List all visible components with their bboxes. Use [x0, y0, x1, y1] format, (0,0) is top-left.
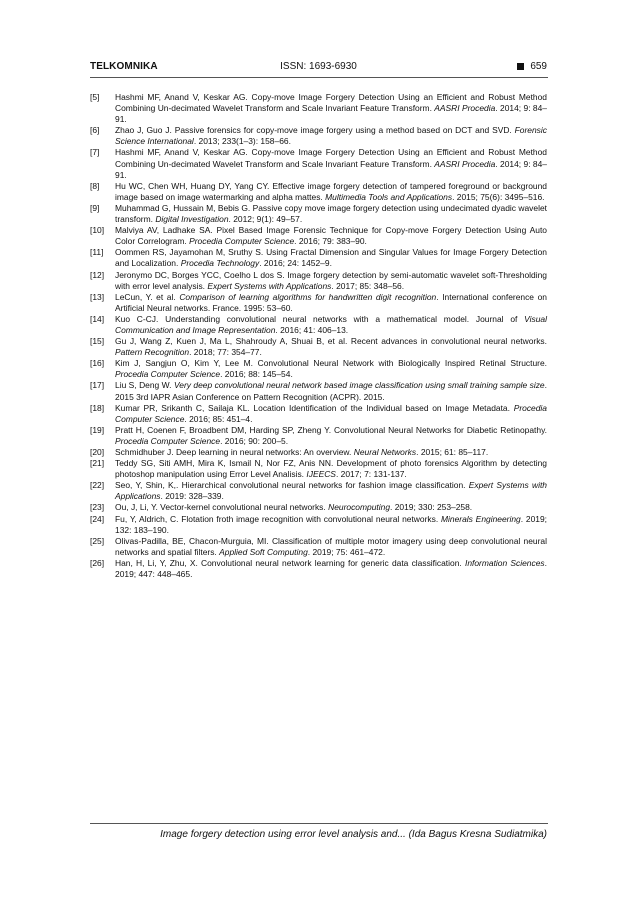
reference-details: . 2017; 85: 348–56.: [331, 280, 405, 291]
page-header: [90, 61, 547, 75]
reference-venue: Digital Investigation: [155, 214, 229, 225]
reference-item: [90, 480, 547, 502]
reference-details: . 2019; 447: 448–465.: [115, 557, 547, 580]
reference-details: . 2019; 330: 253–258.: [390, 502, 473, 513]
reference-number: [18]: [90, 402, 105, 413]
reference-venue: AASRI Procedia: [434, 158, 496, 169]
reference-authors-title: Hashmi MF, Anand V, Keskar AG. Copy-move Image Forgery Detection Using an Efficient and Robust Method Combining Un-decimated Wavelet Transform and Scale Invariant Feature Transform.: [115, 92, 547, 114]
reference-authors-title: Liu S, Deng W.: [115, 380, 172, 391]
reference-details: . 2019: 328–339.: [160, 491, 224, 502]
running-title: Image forgery detection using error level analysis and... (Ida Bagus Kresna Sudiatmika): [160, 829, 547, 840]
reference-item: [90, 336, 547, 358]
reference-details: . 2014; 9: 84–91.: [115, 158, 547, 180]
journal-name: TELKOMNIKA: [90, 61, 158, 72]
reference-authors-title: Malviya AV, Ladhake SA. Pixel Based Image Forensic Technique for Copy-move Forgery Detection Using Auto Color Correlogram.: [115, 225, 547, 247]
reference-authors-title: Hu WC, Chen WH, Huang DY, Yang CY. Effective image forgery detection of tampered foreground or background image based on image watermarking and alpha mattes.: [115, 180, 547, 202]
reference-number: [22]: [90, 480, 105, 491]
reference-item: [90, 514, 547, 536]
reference-item: [90, 403, 547, 425]
reference-details: . 2016; 90: 200–5.: [220, 435, 289, 446]
reference-authors-title: Zhao J, Guo J. Passive forensics for copy-move image forgery using a method based on DCT and SVD.: [115, 125, 512, 136]
reference-item: [90, 358, 547, 380]
reference-number: [13]: [90, 291, 105, 302]
footer-rule: [90, 823, 548, 824]
reference-item: [90, 425, 547, 447]
reference-venue: Information Sciences: [464, 557, 545, 568]
reference-venue: Applied Soft Computing: [219, 546, 308, 557]
reference-authors-title: Schmidhuber J. Deep learning in neural networks: An overview.: [115, 447, 352, 457]
reference-number: [21]: [90, 458, 105, 469]
reference-item: [90, 447, 547, 458]
reference-authors-title: Kuo C-CJ. Understanding convolutional neural networks with a mathematical model. Journal of: [115, 313, 518, 324]
reference-venue: AASRI Procedia: [434, 103, 496, 114]
reference-list: [90, 92, 547, 580]
reference-venue: Visual Communication and Image Representation: [115, 313, 547, 335]
reference-details: . 2015; 61: 85–117.: [416, 447, 489, 457]
reference-item: [90, 147, 547, 180]
reference-venue: Procedia Technology: [180, 258, 260, 269]
reference-details: . 2019; 75: 461–472.: [307, 546, 386, 557]
reference-number: [15]: [90, 336, 105, 347]
reference-number: [24]: [90, 513, 105, 524]
reference-venue: Neural Networks: [353, 447, 417, 457]
reference-details: . 2013; 233(1–3): 158–66.: [193, 136, 291, 147]
reference-details: . 2016; 79: 383–90.: [294, 236, 367, 247]
reference-details: . 2015 3rd IAPR Asian Conference on Pattern Recognition (ACPR). 2015.: [115, 380, 547, 402]
reference-number: [19]: [90, 424, 105, 435]
reference-venue: Very deep convolutional neural network based image classification using small training sample size: [173, 380, 545, 391]
reference-authors-title: Pratt H, Coenen F, Broadbent DM, Harding SP, Zheng Y. Convolutional Neural Networks for Diabetic Retinopathy.: [115, 424, 547, 435]
reference-authors-title: Olivas-Padilla, BE, Chacon-Murguia, MI. Classification of multiple motor imagery using deep convolutional neural networks and spatial filters.: [115, 535, 547, 557]
reference-authors-title: Kumar PR, Srikanth C, Sailaja KL. Location Identification of the Individual based on Image Metadata.: [115, 402, 510, 413]
reference-venue: Forensic Science International: [115, 125, 547, 147]
reference-venue: Procedia Computer Science: [115, 435, 221, 446]
reference-number: [25]: [90, 535, 105, 546]
reference-item: [90, 314, 547, 336]
reference-details: . 2014; 9: 84–91.: [115, 103, 547, 125]
reference-venue: IJEECS: [306, 469, 336, 480]
reference-authors-title: Ou, J, Li, Y. Vector-kernel convolutional neural networks.: [115, 502, 326, 513]
reference-item: [90, 247, 547, 269]
reference-authors-title: Muhammad G, Hussain M, Bebis G. Passive copy move image forgery detection using undecimated dyadic wavelet transform.: [115, 202, 547, 225]
reference-venue: Procedia Computer Science: [189, 236, 295, 247]
reference-number: [5]: [90, 92, 100, 102]
issn-label: ISSN: 1693-6930: [280, 61, 357, 72]
reference-details: . International conference on Artificial Neural networks. France. 1995: 53–60.: [115, 291, 547, 313]
reference-item: [90, 125, 547, 147]
reference-venue: Minerals Engineering: [441, 513, 521, 524]
reference-venue: Comparison of learning algorithms for handwritten digit recognition: [179, 291, 437, 302]
reference-number: [10]: [90, 225, 105, 236]
filled-square-icon: [517, 63, 524, 70]
reference-authors-title: Hashmi MF, Anand V, Keskar AG. Copy-move Image Forgery Detection Using an Efficient and Robust Method Combining Un-decimated Wavelet Transform and Scale Invariant Feature Transform.: [115, 147, 547, 169]
reference-authors-title: Fu, Y, Aldrich, C. Flotation froth image recognition with convolutional neural networks.: [115, 513, 439, 524]
reference-authors-title: Kim J, Sangjun O, Kim Y, Lee M. Convolutional Neural Network with Biologically Inspired Retinal Structure.: [115, 358, 547, 369]
reference-details: . 2016; 41: 406–13.: [275, 324, 349, 335]
reference-item: [90, 558, 547, 580]
reference-details: . 2016; 88: 145–54.: [220, 369, 293, 380]
reference-item: [90, 292, 547, 314]
reference-authors-title: Gu J, Wang Z, Kuen J, Ma L, Shahroudy A, Shuai B, et al. Recent advances in convolutional neural networks.: [115, 336, 547, 347]
reference-details: . 2016; 24: 1452–9.: [259, 258, 332, 269]
reference-authors-title: Oommen RS, Jayamohan M, Sruthy S. Using Fractal Dimension and Singular Values for Image Forgery Detection and Localization.: [115, 247, 547, 269]
reference-item: [90, 270, 547, 292]
reference-number: [6]: [90, 125, 100, 136]
reference-authors-title: Teddy SG, Siti AMH, Mira K, Ismail N, Nor FZ, Anis NN. Development of photo forensics Algorithm by detecting photoshop manipulation using Error Level Analisis.: [115, 458, 547, 480]
reference-venue: Pattern Recognition: [115, 347, 190, 358]
reference-number: [8]: [90, 180, 100, 191]
reference-item: [90, 536, 547, 558]
reference-venue: Expert Systems with Applications: [115, 480, 547, 502]
reference-venue: Neurocomputing: [328, 502, 391, 513]
reference-number: [14]: [90, 313, 105, 324]
reference-number: [9]: [90, 202, 100, 213]
reference-authors-title: Jeronymo DC, Borges YCC, Coelho L dos S. Image forgery detection by semi-automatic wavelet soft-Thresholding with error level analysis.: [115, 269, 547, 291]
reference-item: [90, 502, 547, 513]
reference-item: [90, 181, 547, 203]
reference-item: [90, 380, 547, 402]
reference-number: [20]: [90, 447, 105, 457]
header-rule: [90, 77, 548, 78]
page-number-text: 659: [530, 61, 547, 72]
reference-item: [90, 92, 547, 125]
reference-number: [12]: [90, 269, 105, 280]
reference-number: [26]: [90, 557, 105, 568]
reference-venue: Multimedia Tools and Applications: [325, 191, 453, 202]
reference-details: . 2016; 85: 451–4.: [184, 413, 253, 424]
page-number: [517, 61, 547, 72]
reference-details: . 2019; 132: 183–190.: [115, 513, 547, 535]
reference-details: . 2015; 75(6): 3495–516.: [452, 191, 545, 202]
reference-item: [90, 458, 547, 480]
reference-details: . 2012; 9(1): 49–57.: [228, 214, 303, 225]
reference-number: [23]: [90, 502, 105, 513]
reference-number: [11]: [90, 247, 104, 258]
reference-details: . 2017; 7: 131-137.: [335, 469, 407, 480]
reference-venue: Procedia Computer Science: [115, 369, 221, 380]
reference-number: [16]: [90, 358, 105, 369]
reference-item: [90, 225, 547, 247]
reference-number: [7]: [90, 147, 100, 158]
reference-venue: Procedia Computer Science: [115, 402, 547, 424]
reference-details: . 2018; 77: 354–77.: [189, 347, 262, 358]
reference-authors-title: Han, H, Li, Y, Zhu, X. Convolutional neural network learning for generic data classification.: [115, 557, 462, 568]
reference-number: [17]: [90, 380, 105, 391]
reference-venue: Expert Systems with Applications: [207, 280, 332, 291]
reference-authors-title: LeCun, Y. et al.: [115, 291, 176, 302]
reference-item: [90, 203, 547, 225]
reference-authors-title: Seo, Y, Shin, K,. Hierarchical convolutional neural networks for fashion image classification.: [115, 480, 466, 491]
